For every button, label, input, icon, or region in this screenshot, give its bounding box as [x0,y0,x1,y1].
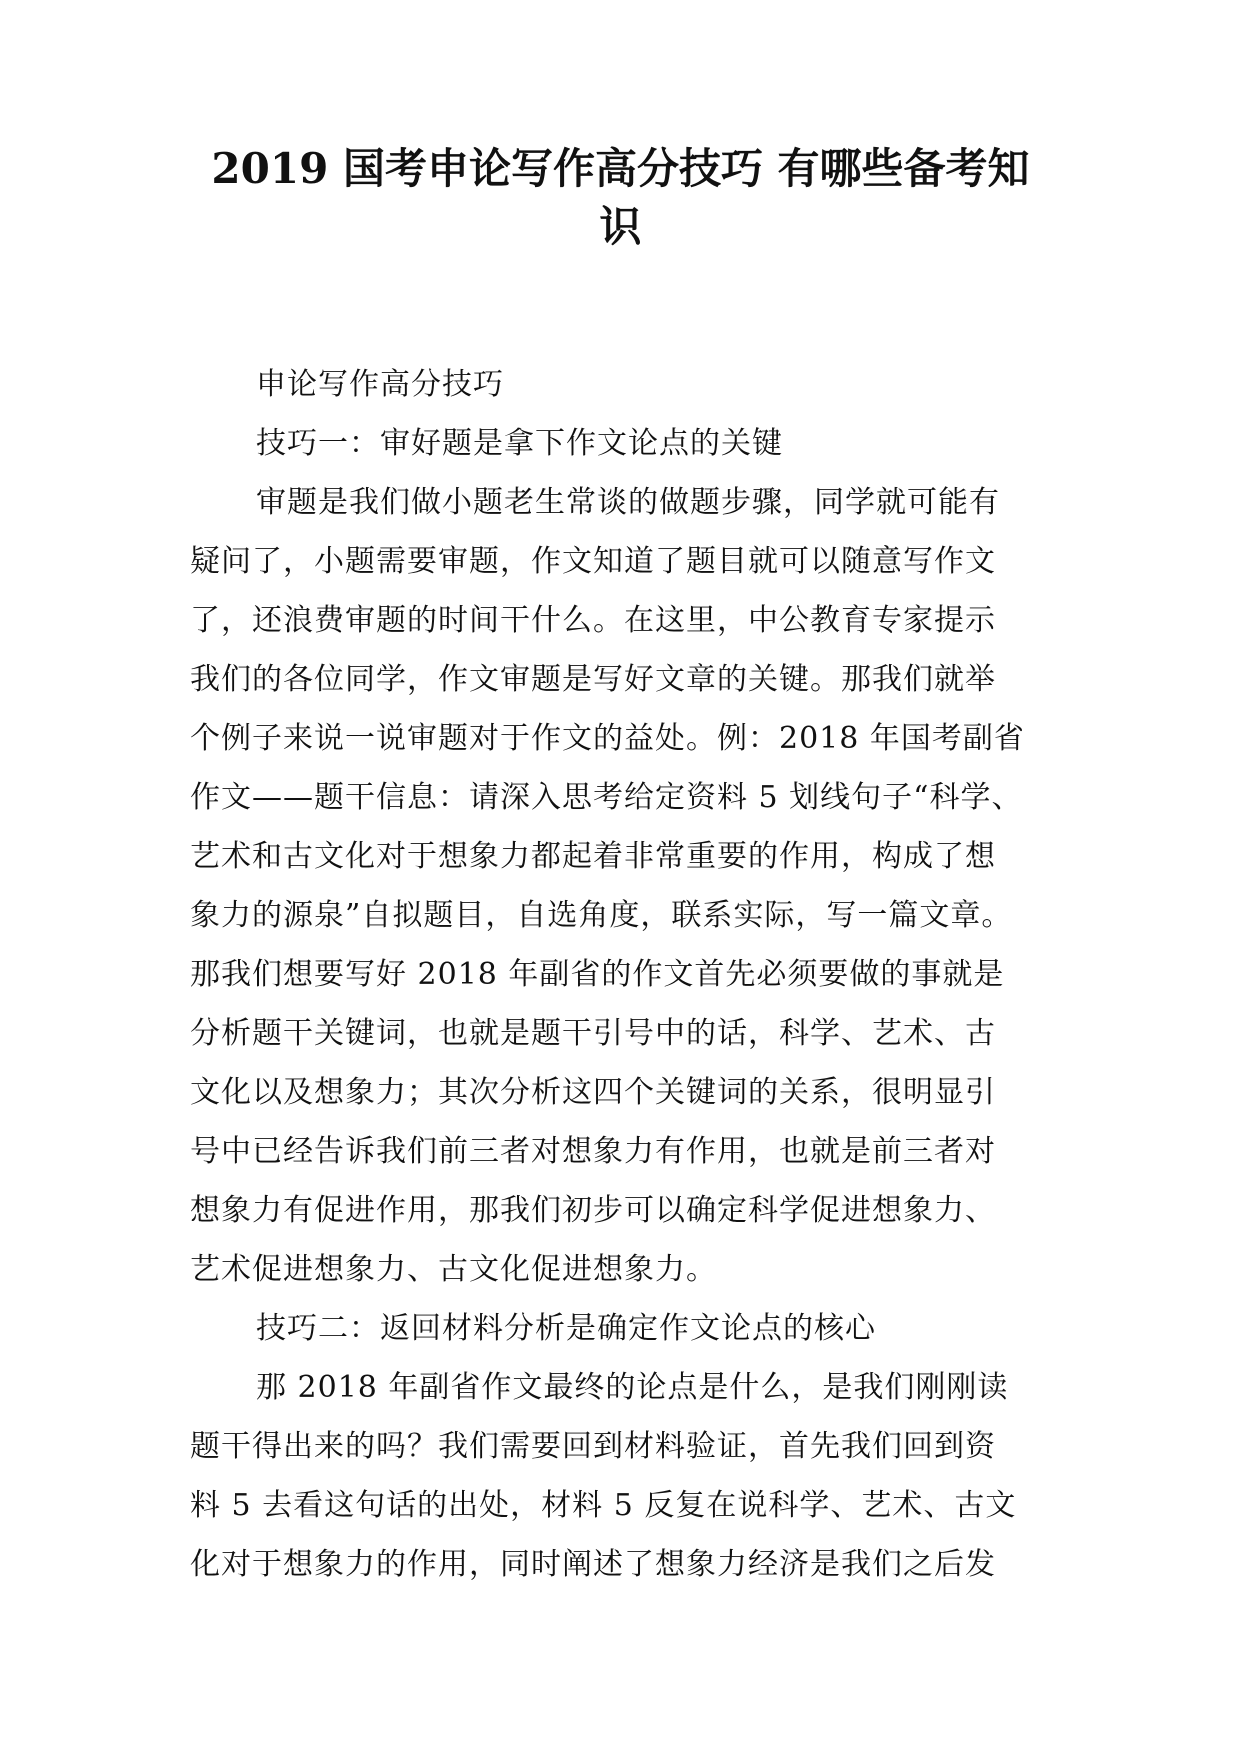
paragraph-line: 我们的各位同学，作文审题是写好文章的关键。那我们就举 [190,662,996,697]
paragraph-line: 了，还浪费审题的时间干什么。在这里，中公教育专家提示 [190,603,996,638]
paragraph-line: 化对于想象力的作用，同时阐述了想象力经济是我们之后发 [190,1547,996,1582]
document-title [0,140,1241,256]
paragraph-line: 审题是我们做小题老生常谈的做题步骤，同学就可能有 [256,485,1000,520]
paragraph-line: 作文——题干信息：请深入思考给定资料 5 划线句子“科学、 [190,780,1023,815]
paragraph-line: 艺术促进想象力、古文化促进想象力。 [190,1252,717,1287]
paragraph-line: 文化以及想象力；其次分析这四个关键词的关系，很明显引 [190,1075,996,1110]
title-line-2: 识 [599,202,642,251]
paragraph-line: 那我们想要写好 2018 年副省的作文首先必须要做的事就是 [190,957,1005,992]
paragraph-line: 料 5 去看这句话的出处，材料 5 反复在说科学、艺术、古文 [190,1488,1017,1523]
paragraph-line: 那 2018 年副省作文最终的论点是什么，是我们刚刚读 [256,1370,1009,1405]
paragraph-line: 疑问了，小题需要审题，作文知道了题目就可以随意写作文 [190,544,996,579]
tip-2-heading: 技巧二：返回材料分析是确定作文论点的核心 [256,1311,876,1346]
paragraph-line: 号中已经告诉我们前三者对想象力有作用，也就是前三者对 [190,1134,996,1169]
paragraph-line: 艺术和古文化对于想象力都起着非常重要的作用，构成了想 [190,839,996,874]
title-line-1: 2019 国考申论写作高分技巧 有哪些备考知 [211,144,1030,193]
tip-1-heading: 技巧一：审好题是拿下作文论点的关键 [256,426,783,461]
paragraph-line: 题干得出来的吗？我们需要回到材料验证，首先我们回到资 [190,1429,996,1464]
paragraph-line: 想象力有促进作用，那我们初步可以确定科学促进想象力、 [190,1193,996,1228]
paragraph-line: 象力的源泉”自拟题目，自选角度，联系实际，写一篇文章。 [190,898,1013,933]
paragraph-line: 分析题干关键词，也就是题干引号中的话，科学、艺术、古 [190,1016,996,1051]
paragraph-line: 个例子来说一说审题对于作文的益处。例：2018 年国考副省 [190,721,1025,756]
document-body [190,355,1070,1594]
section-heading: 申论写作高分技巧 [256,367,504,402]
